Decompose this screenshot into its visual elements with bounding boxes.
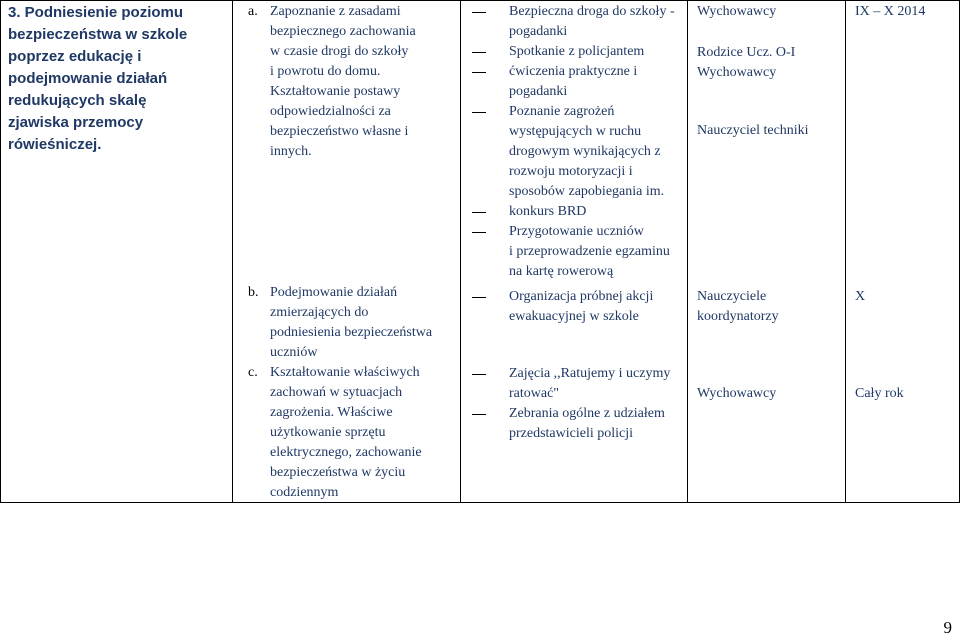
dash-bullet bbox=[472, 12, 486, 13]
responsible-text: Nauczyciel techniki bbox=[697, 123, 809, 138]
form-item bbox=[509, 2, 685, 42]
form-text: ćwiczenia praktyczne i pogadanki bbox=[509, 64, 638, 99]
form-item bbox=[509, 202, 685, 222]
column-divider bbox=[845, 0, 846, 503]
dash-bullet bbox=[472, 374, 486, 375]
term-text: Cały rok bbox=[855, 386, 904, 401]
form-item bbox=[509, 287, 685, 327]
term-text: X bbox=[855, 289, 866, 304]
term-text: IX – X 2014 bbox=[855, 4, 926, 19]
form-text: Organizacja próbnej akcji ewakuacyjnej w szkole bbox=[509, 289, 654, 324]
form-text: Bezpieczna droga do szkoły - pogadanki bbox=[509, 4, 675, 39]
form-text: Zebrania ogólne z udziałem przedstawicieli policji bbox=[509, 406, 665, 441]
dash-bullet bbox=[472, 72, 486, 73]
task-item bbox=[248, 2, 456, 162]
tasks-cell bbox=[248, 2, 456, 162]
form-text: Poznanie zagrożeń występujących w ruchu drogowym wynikających z rozwoju motoryzacji i sposobów zapobiegania im. bbox=[509, 104, 665, 199]
form-item bbox=[509, 42, 685, 62]
task-text: Zapoznanie z zasadami bezpiecznego zachowania w czasie drogi do szkoły i powrotu do domu. Kształtowanie postawy odpowiedzialności za bezpieczeństwo własne i innych. bbox=[270, 4, 416, 159]
column-divider bbox=[687, 0, 688, 503]
table-left-border bbox=[0, 0, 1, 503]
responsible-cell bbox=[697, 384, 843, 404]
term-cell bbox=[855, 287, 955, 307]
responsible-text: Nauczyciele koordynatorzy bbox=[697, 289, 779, 324]
dash-bullet bbox=[472, 112, 486, 113]
form-text: konkurs BRD bbox=[509, 204, 587, 219]
term-cell bbox=[855, 2, 955, 22]
form-text: Spotkanie z policjantem bbox=[509, 44, 645, 59]
form-item bbox=[509, 222, 685, 282]
section-cell bbox=[8, 2, 230, 156]
responsible-cell bbox=[697, 2, 843, 22]
responsible-cell bbox=[697, 287, 843, 327]
dash-bullet bbox=[472, 414, 486, 415]
dash-bullet bbox=[472, 232, 486, 233]
tasks-cell bbox=[248, 363, 456, 503]
dash-bullet bbox=[472, 52, 486, 53]
task-label: c. bbox=[248, 365, 258, 380]
column-divider bbox=[232, 0, 233, 503]
form-item bbox=[509, 364, 685, 404]
page-number: 9 bbox=[943, 618, 952, 637]
responsible-text: Wychowawcy bbox=[697, 386, 777, 401]
responsible-cell bbox=[697, 43, 843, 83]
responsible-text: Wychowawcy bbox=[697, 4, 777, 19]
column-divider bbox=[460, 0, 461, 503]
task-label: a. bbox=[248, 4, 258, 19]
form-text: Zajęcia ,,Ratujemy i uczymy ratować" bbox=[509, 366, 671, 401]
form-item bbox=[509, 102, 685, 202]
task-text: Podejmowanie działań zmierzających do podniesienia bezpieczeństwa uczniów bbox=[270, 285, 433, 360]
task-text: Kształtowanie właściwych zachowań w sytuacjach zagrożenia. Właściwe użytkowanie sprzętu elektrycznego, zachowanie bezpieczeństwa w życiu codziennym bbox=[270, 365, 422, 500]
task-label: b. bbox=[248, 285, 259, 300]
responsible-text: Rodzice Ucz. O-I Wychowawcy bbox=[697, 45, 796, 80]
form-text: Przygotowanie uczniów i przeprowadzenie egzaminu na kartę rowerową bbox=[509, 224, 670, 279]
forms-cell bbox=[509, 364, 685, 444]
task-item bbox=[248, 363, 456, 503]
dash-bullet bbox=[472, 212, 486, 213]
task-item bbox=[248, 283, 456, 363]
table-top-border bbox=[0, 0, 960, 1]
forms-cell bbox=[509, 2, 685, 282]
responsible-cell bbox=[697, 121, 843, 141]
forms-cell bbox=[509, 287, 685, 327]
dash-bullet bbox=[472, 297, 486, 298]
form-item bbox=[509, 404, 685, 444]
term-cell bbox=[855, 384, 955, 404]
form-item bbox=[509, 62, 685, 102]
tasks-cell bbox=[248, 283, 456, 363]
table-bottom-border bbox=[0, 502, 960, 503]
section-title: 3. Podniesienie poziomu bezpieczeństwa w szkole poprzez edukację i podejmowanie działań redukujących skalę zjawiska przemocy rówieśniczej. bbox=[8, 4, 188, 153]
